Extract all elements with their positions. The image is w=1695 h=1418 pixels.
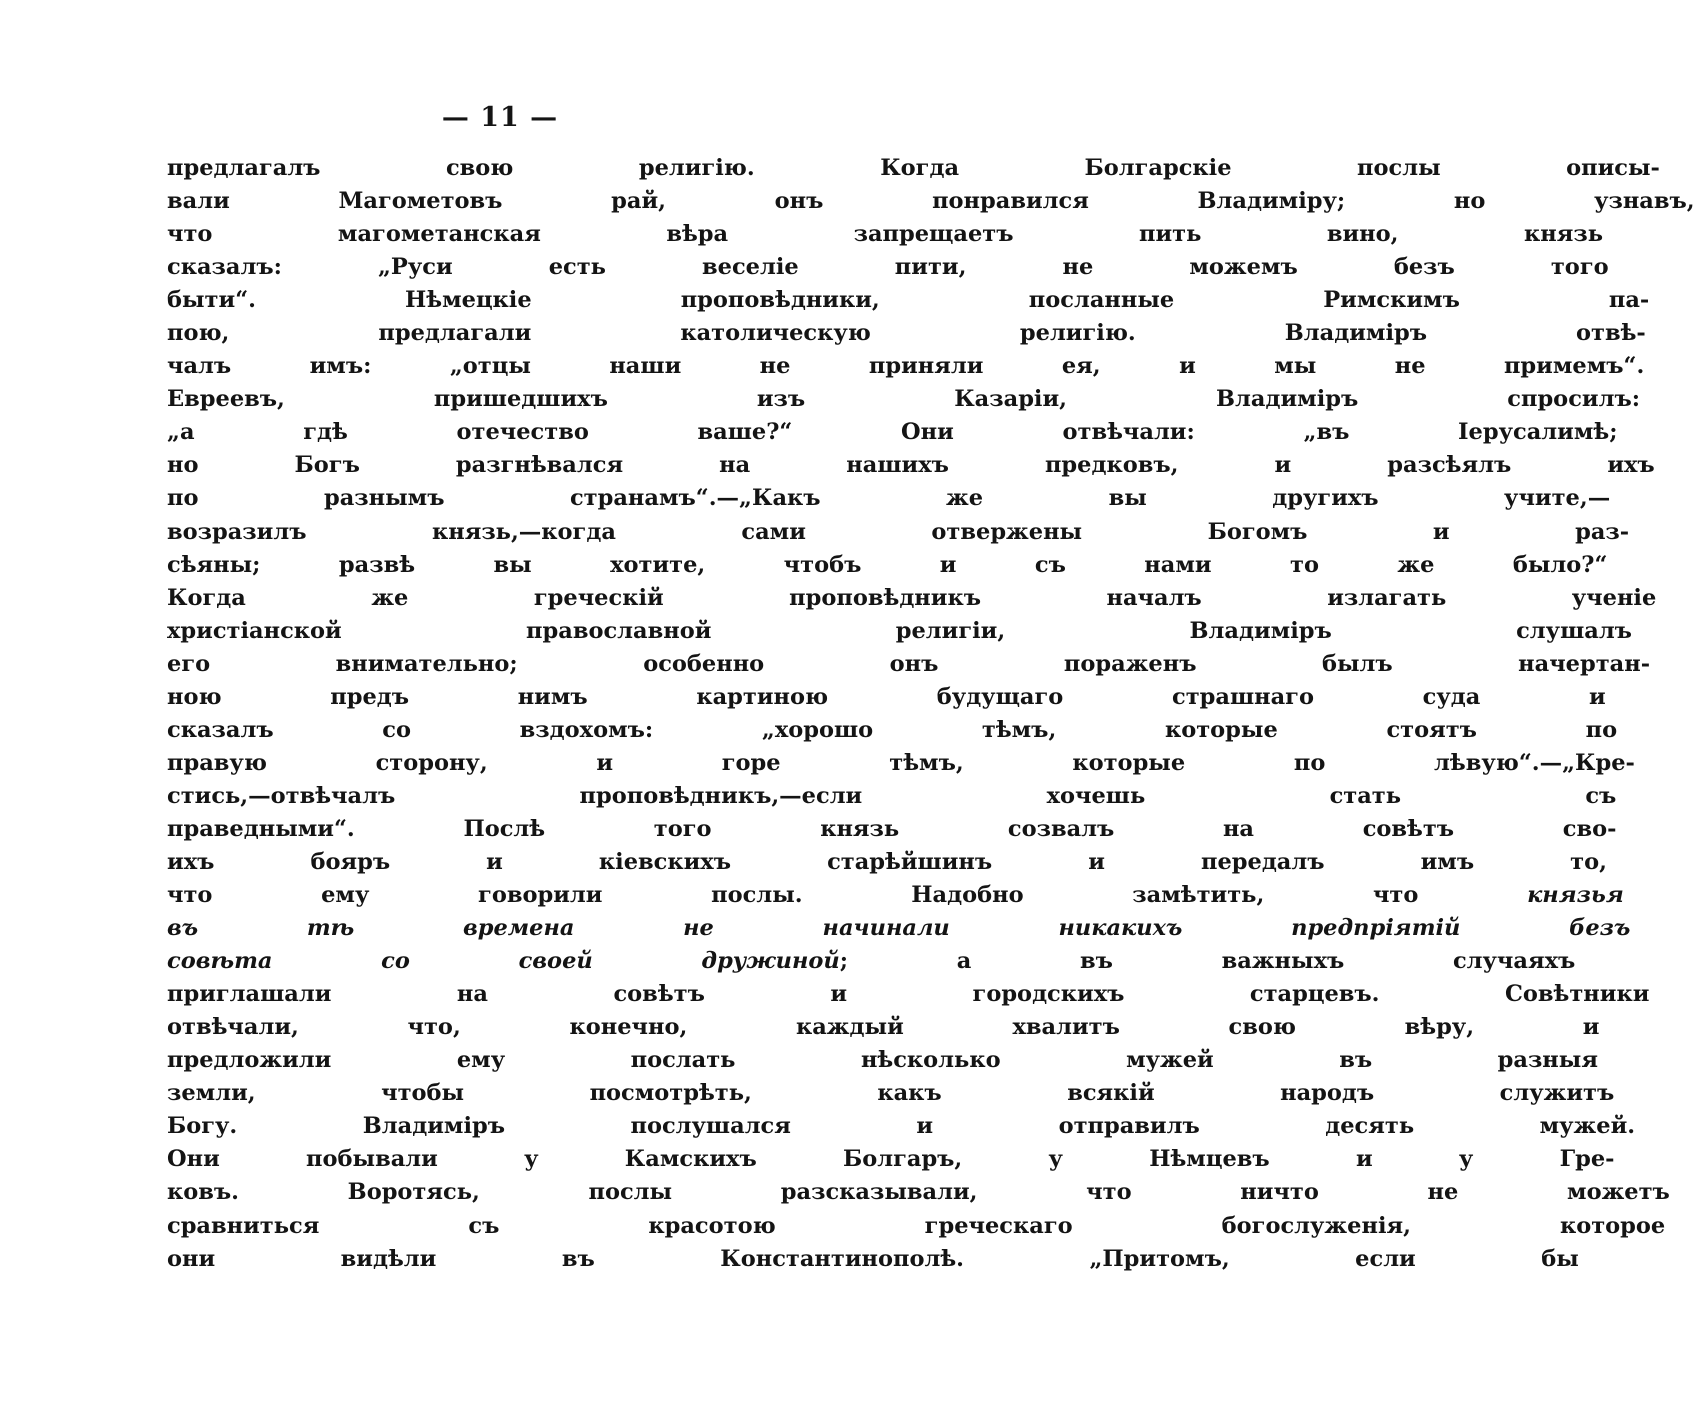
text-line	[167, 1176, 1670, 1209]
text-segment: ; а въ важныхъ случаяхъ	[839, 948, 1576, 975]
text-segment: вали Магометовъ рай, онъ понравился Владиміру; но узнавъ,	[167, 188, 1695, 215]
text-line	[167, 416, 1618, 449]
text-segment: возразилъ князь,—когда сами отвержены Богомъ и раз-	[167, 518, 1630, 545]
text-line	[167, 780, 1617, 813]
text-line	[167, 284, 1650, 317]
text-line	[167, 482, 1611, 515]
text-segment: предлагалъ свою религію. Когда Болгарскіе послы описы-	[167, 155, 1660, 181]
italic-text-segment: совѣта со своей дружиной	[167, 948, 840, 975]
text-line	[167, 185, 1695, 218]
text-segment: правую сторону, и горе тѣмъ, которые по лѣвую“.—„Кре-	[167, 749, 1635, 776]
text-segment: ихъ бояръ и кіевскихъ старѣйшинъ и передалъ имъ то,	[167, 848, 1607, 875]
text-segment: его внимательно; особенно онъ пораженъ былъ начертан-	[167, 650, 1651, 677]
text-segment: Они побывали у Камскихъ Болгаръ, у Нѣмцевъ и у Гре-	[167, 1146, 1615, 1173]
text-segment: Богу. Владиміръ послушался и отправилъ десять мужей.	[167, 1113, 1636, 1140]
text-line	[167, 449, 1655, 482]
text-segment: сравниться съ красотою греческаго богослуженія, которое	[167, 1212, 1666, 1239]
text-line	[167, 383, 1641, 416]
text-line	[167, 879, 1624, 912]
body-text	[167, 152, 1695, 1276]
text-segment: отвѣчали, что, конечно, каждый хвалитъ свою вѣру, и	[167, 1014, 1600, 1041]
text-line	[167, 615, 1632, 648]
text-line	[167, 218, 1603, 251]
text-line	[167, 1011, 1600, 1044]
text-segment: ковъ. Воротясь, послы разсказывали, что ничто не можетъ	[167, 1179, 1670, 1206]
text-line	[167, 549, 1608, 582]
text-line	[167, 747, 1635, 780]
text-line	[167, 681, 1606, 714]
text-segment: сказалъ: „Руси есть веселіе пити, не можемъ безъ того	[167, 254, 1609, 281]
text-segment: но Богъ разгнѣвался на нашихъ предковъ, и разсѣялъ ихъ	[167, 452, 1655, 479]
text-line	[167, 152, 1660, 185]
text-line	[167, 714, 1618, 747]
text-segment: „а гдѣ отечество ваше?“ Они отвѣчали: „въ Іерусалимѣ;	[167, 419, 1618, 446]
text-segment: сѣяны; развѣ вы хотите, чтобъ и съ нами то же было?“	[167, 551, 1608, 578]
text-segment: предложили ему послать нѣсколько мужей въ разныя	[167, 1047, 1598, 1074]
page-number: — 11 —	[441, 102, 559, 133]
text-line	[167, 846, 1607, 879]
text-line	[167, 1110, 1636, 1143]
text-segment: быти“. Нѣмецкіе проповѣдники, посланные Римскимъ па-	[167, 287, 1650, 314]
text-line	[167, 582, 1657, 615]
text-line	[167, 813, 1617, 846]
text-segment: что ему говорили послы. Надобно замѣтить, что	[167, 882, 1528, 909]
text-line	[167, 1077, 1615, 1110]
text-segment: приглашали на совѣтъ и городскихъ старцевъ. Совѣтники	[167, 981, 1650, 1008]
text-line	[167, 350, 1645, 383]
text-line	[167, 1143, 1615, 1176]
text-segment: пою, предлагали католическую религію. Владиміръ отвѣ-	[167, 320, 1646, 347]
text-line	[167, 945, 1576, 978]
text-line	[167, 1243, 1579, 1276]
text-segment: земли, чтобы посмотрѣть, какъ всякій народъ служитъ	[167, 1080, 1615, 1107]
text-segment: ною предъ нимъ картиною будущаго страшнаго суда и	[167, 683, 1606, 710]
text-segment: Когда же греческій проповѣдникъ началъ излагать ученіе	[167, 584, 1657, 611]
italic-text-segment: въ тѣ времена не начинали никакихъ предпріятій безъ	[167, 915, 1631, 942]
text-line	[167, 317, 1646, 350]
text-segment: сказалъ со вздохомъ: „хорошо тѣмъ, которые стоятъ по	[167, 716, 1618, 743]
text-line	[167, 516, 1630, 549]
text-segment: они видѣли въ Константинополѣ. „Притомъ, если бы	[167, 1245, 1579, 1272]
text-line	[167, 251, 1609, 284]
text-line	[167, 648, 1651, 681]
text-line	[167, 978, 1650, 1011]
text-line	[167, 1044, 1598, 1077]
text-segment: праведными“. Послѣ того князь созвалъ на совѣтъ сво-	[167, 815, 1617, 842]
text-segment: по разнымъ странамъ“.—„Какъ же вы другихъ учите,—	[167, 485, 1611, 512]
text-segment: стись,—отвѣчалъ проповѣдникъ,—если хочешь стать съ	[167, 782, 1617, 809]
text-segment: христіанской православной религіи, Владиміръ слушалъ	[167, 617, 1632, 644]
text-segment: чалъ имъ: „отцы наши не приняли ея, и мы не примемъ“.	[167, 353, 1645, 380]
text-segment: Евреевъ, пришедшихъ изъ Казаріи, Владиміръ спросилъ:	[167, 386, 1641, 413]
italic-text-segment: князья	[1527, 882, 1624, 909]
text-segment: что магометанская вѣра запрещаетъ пить вино, князь	[167, 221, 1603, 248]
text-line	[167, 912, 1631, 945]
text-line	[167, 1210, 1666, 1243]
